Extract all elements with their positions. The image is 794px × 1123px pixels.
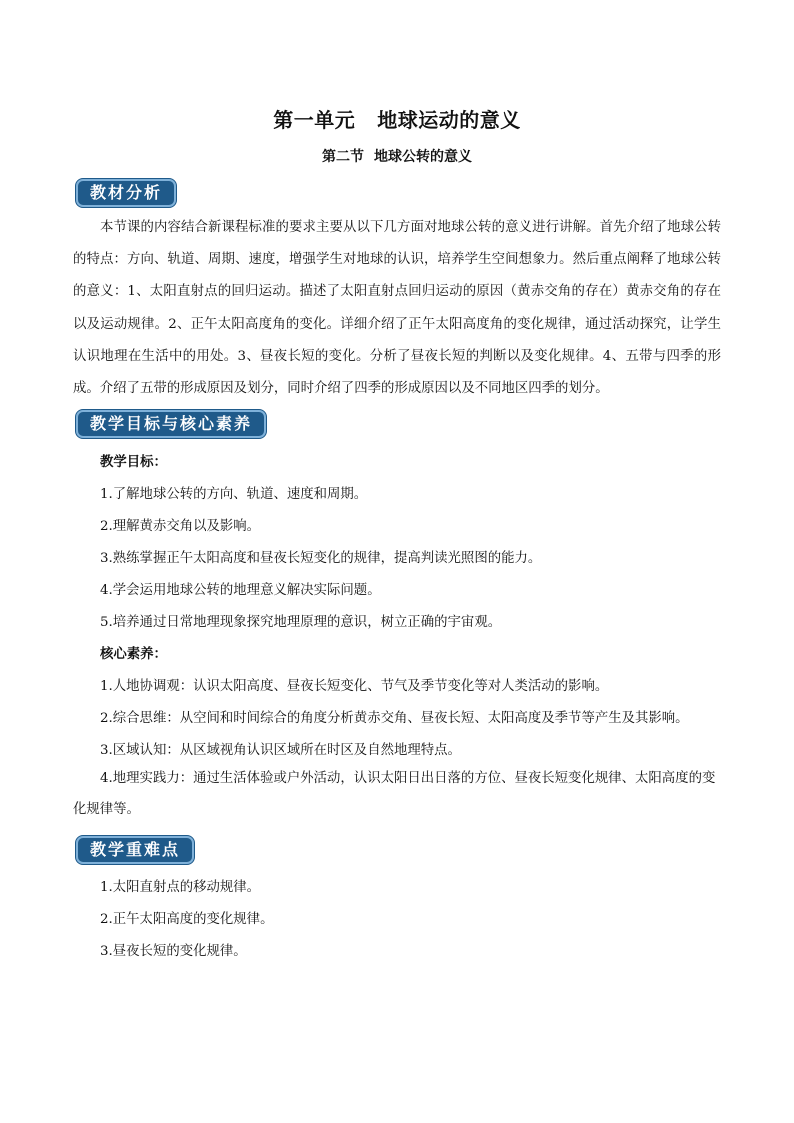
analysis-badge: 教材分析 <box>76 179 176 207</box>
objectives-badge: 教学目标与核心素养 <box>76 410 266 438</box>
goal-item: 4.学会运用地球公转的地理意义解决实际问题。 <box>100 583 381 598</box>
goal-item: 1.了解地球公转的方向、轨道、速度和周期。 <box>100 487 368 502</box>
core-item: 4.地理实践力：通过生活体验或户外活动，认识太阳日出日落的方位、昼夜长短变化规律、太阳高度的变化规律等。 <box>73 771 716 817</box>
core-item: 3.区域认知：从区域视角认识区域所在时区及自然地理特点。 <box>100 743 461 758</box>
unit-title-text: 地球运动的意义 <box>377 108 521 132</box>
goal-item: 5.培养通过日常地理现象探究地理原理的意识，树立正确的宇宙观。 <box>100 615 502 630</box>
key-point-item: 1.太阳直射点的移动规律。 <box>100 880 261 895</box>
core-item: 1.人地协调观：认识太阳高度、昼夜长短变化、节气及季节变化等对人类活动的影响。 <box>100 679 609 694</box>
section-label: 第二节 <box>322 149 364 165</box>
goal-item: 3.熟练掌握正午太阳高度和昼夜长短变化的规律，提高判读光照图的能力。 <box>100 551 542 566</box>
key-point-item: 3.昼夜长短的变化规律。 <box>100 944 247 959</box>
analysis-paragraph: 本节课的内容结合新课程标准的要求主要从以下几方面对地球公转的意义进行讲解。首先介绍了地球公转的特点：方向、轨道、周期、速度，增强学生对地球的认识，培养学生空间想象力。然后重点阐释了地球公转的意义：1、太阳直射点的回归运动。描述了太阳直射点回归运动的原因（黄赤交角的存在）黄赤交角的存在以及运动规律。2、正午太阳高度角的变化。详细介绍了正午太阳高度角的变化规律，通过活动探究，让学生认识地理在生活中的用处。3、昼夜长短的变化。分析了昼夜长短的判断以及变化规律。4、五带与四季的形成。介绍了五带的形成原因及划分，同时介绍了四季的形成原因以及不同地区四季的划分。 <box>73 220 721 397</box>
key-points-badge: 教学重难点 <box>76 836 194 864</box>
section-title-text: 地球公转的意义 <box>374 149 472 165</box>
unit-label: 第一单元 <box>273 108 356 132</box>
goal-item: 2.理解黄赤交角以及影响。 <box>100 519 261 534</box>
core-heading: 核心素养： <box>100 646 167 662</box>
section-title <box>0 146 794 166</box>
goals-heading: 教学目标： <box>100 454 167 470</box>
unit-title <box>0 104 794 133</box>
core-item: 2.综合思维：从空间和时间综合的角度分析黄赤交角、昼夜长短、太阳高度及季节等产生及其影响。 <box>100 711 689 726</box>
key-point-item: 2.正午太阳高度的变化规律。 <box>100 912 274 927</box>
